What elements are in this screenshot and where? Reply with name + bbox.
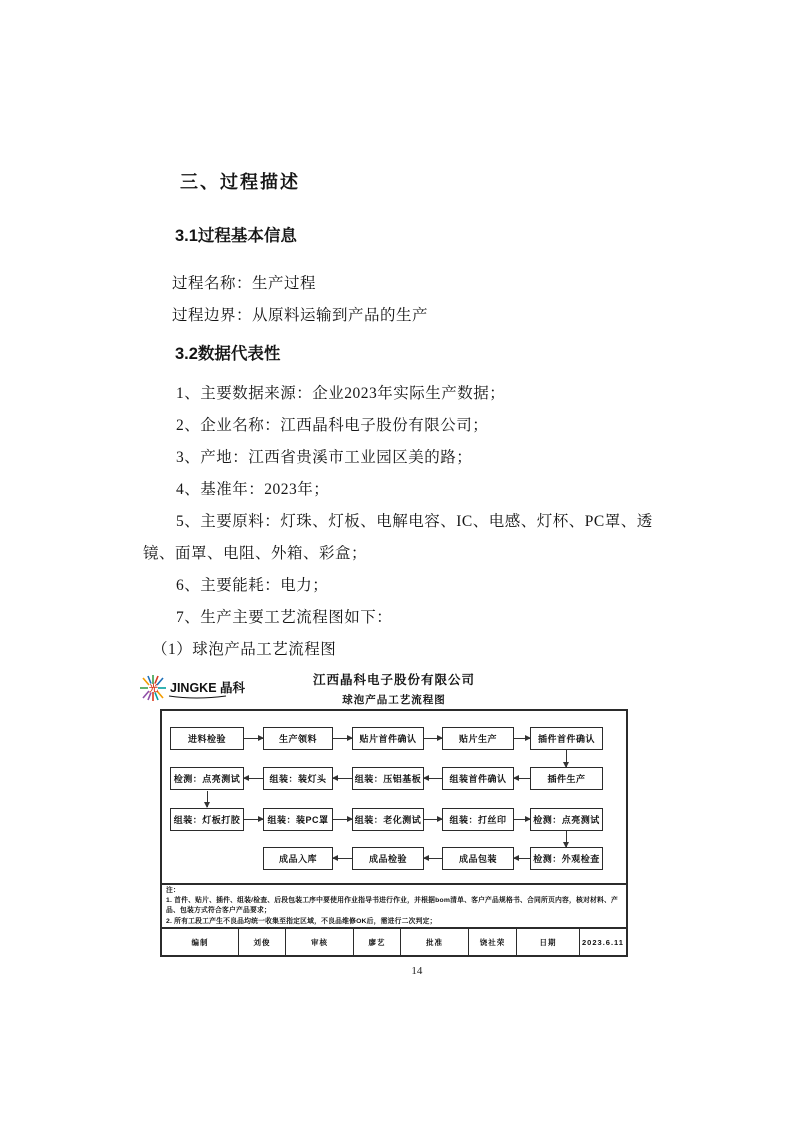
flow-step: 检测：外观检查 [530, 847, 603, 870]
arrow-right-icon [514, 819, 530, 820]
section-3-2-title: 3.2数据代表性 [175, 345, 281, 363]
flow-step: 插件首件确认 [530, 727, 603, 750]
list-item-4: 4、基准年：2023年； [176, 481, 330, 498]
flow-step: 贴片首件确认 [352, 727, 424, 750]
sig-name-prepared: 刘俊 [239, 929, 286, 955]
document-body [143, 168, 667, 666]
arrow-left-icon [514, 778, 530, 779]
signature-row [162, 927, 626, 955]
section-3-1-title: 3.1过程基本信息 [175, 227, 297, 245]
flowchart-table [160, 709, 628, 957]
flow-step: 贴片生产 [442, 727, 514, 750]
arrow-right-icon [333, 819, 352, 820]
flow-step: 组装：装灯头 [263, 767, 333, 790]
flow-step: 检测：点亮测试 [170, 767, 244, 790]
arrow-right-icon [244, 819, 263, 820]
list-item-6: 6、主要能耗：电力； [176, 577, 329, 594]
sub-item-line: （1）球泡产品工艺流程图 [152, 641, 337, 658]
chapter-heading: 三、过程描述 [180, 172, 300, 192]
arrow-right-icon [244, 738, 263, 739]
notes-label: 注： [166, 887, 180, 894]
arrow-left-icon [424, 858, 442, 859]
sig-label-date: 日期 [517, 929, 580, 955]
list-item-1: 1、主要数据来源：企业2023年实际生产数据； [176, 385, 506, 402]
arrow-left-icon [333, 778, 352, 779]
flow-step: 成品入库 [263, 847, 333, 870]
sig-label-prepared: 编制 [162, 929, 239, 955]
flow-step: 组装首件确认 [442, 767, 514, 790]
arrow-down-icon [207, 791, 208, 807]
note-line-1: 1. 首件、贴片、插件、组装/检查、后段包装工序中要使用作业指导书进行作业，并根据bom清单、客户产品规格书、合同所页内容，核对材料、产品、包装方式符合客户产品要求； [166, 897, 618, 915]
flow-step: 组装：老化测试 [352, 808, 424, 831]
flow-step: 进料检验 [170, 727, 244, 750]
sig-label-approved: 批准 [401, 929, 469, 955]
flow-step: 插件生产 [530, 767, 603, 790]
arrow-left-icon [244, 778, 263, 779]
flow-step: 组装：压铝基板 [352, 767, 424, 790]
sig-name-reviewed: 廖艺 [354, 929, 401, 955]
flow-step: 成品包装 [442, 847, 514, 870]
logo-text: JINGKE 晶科 [170, 681, 246, 695]
flow-step: 生产领料 [263, 727, 333, 750]
svg-text:光: 光 [149, 683, 159, 694]
list-item-3: 3、产地：江西省贵溪市工业园区美的路； [176, 449, 473, 466]
arrow-down-icon [566, 831, 567, 847]
list-item-2: 2、企业名称：江西晶科电子股份有限公司； [176, 417, 489, 434]
flowchart-title: 球泡产品工艺流程图 [342, 694, 446, 706]
arrow-right-icon [424, 819, 442, 820]
note-line-2: 2. 所有工段工产生不良品均统一收集至指定区域，不良品维修OK后，需进行二次判定； [166, 917, 437, 925]
arrow-right-icon [333, 738, 352, 739]
process-name-line: 过程名称：生产过程 [172, 275, 317, 292]
flow-step: 成品检验 [352, 847, 424, 870]
arrow-left-icon [514, 858, 530, 859]
numbered-list [143, 378, 667, 634]
flowchart-notes [162, 883, 626, 929]
sig-value-date: 2023.6.11 [582, 937, 624, 947]
flow-step: 组装：灯板打胶 [170, 808, 244, 831]
arrow-right-icon [424, 738, 442, 739]
flow-step: 检测：点亮测试 [530, 808, 603, 831]
list-item-5: 5、主要原料：灯珠、灯板、电解电容、IC、电感、灯杯、PC罩、透镜、面罩、电阻、外箱、彩盒； [143, 513, 653, 562]
process-boundary-line: 过程边界：从原料运输到产品的生产 [172, 307, 429, 324]
flow-step: 组装：装PC罩 [263, 808, 333, 831]
arrow-left-icon [424, 778, 442, 779]
flowchart-company-name: 江西晶科电子股份有限公司 [312, 673, 475, 687]
sig-label-reviewed: 审核 [286, 929, 354, 955]
list-item-7: 7、生产主要工艺流程图如下： [176, 609, 393, 626]
arrow-right-icon [514, 738, 530, 739]
arrow-left-icon [333, 858, 352, 859]
sig-name-approved: 饶社荣 [469, 929, 517, 955]
arrow-down-icon [566, 750, 567, 767]
page-number: 14 [411, 965, 423, 977]
flow-step: 组装：打丝印 [442, 808, 514, 831]
